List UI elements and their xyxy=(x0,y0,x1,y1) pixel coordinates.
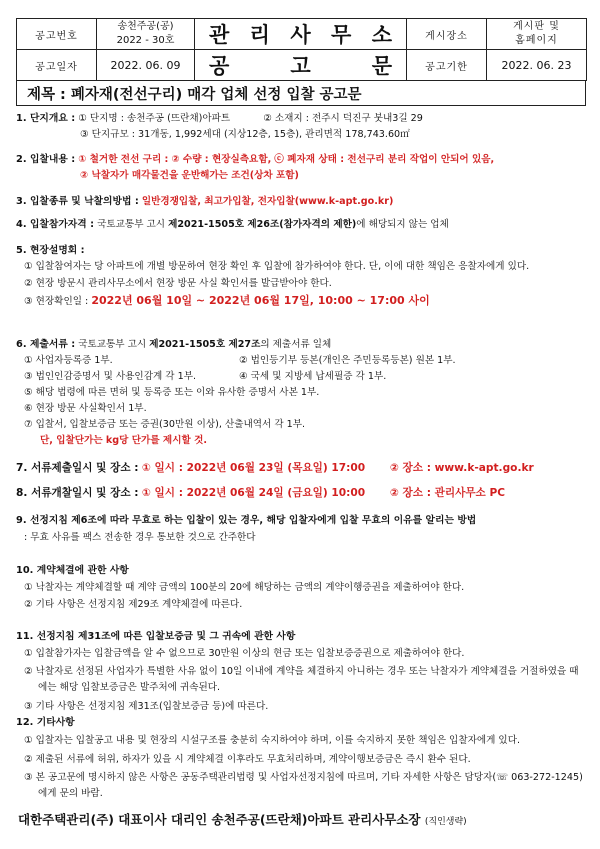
notice-document xyxy=(16,18,586,799)
submission-date: ① 일시 : 2022년 06월 23일 (목요일) 17:00 xyxy=(141,462,366,474)
document-title: 제목 : 폐자재(전선구리) 매각 업체 선정 입찰 공고문 xyxy=(16,81,586,106)
section-1-heading: 1. 단지개요 : xyxy=(16,113,76,124)
section-10-heading: 10. 계약체결에 관한 사항 xyxy=(16,565,129,576)
item-condition: ⓒ 폐자재 상태 : 전선구리 분리 작업이 안되어 있음, xyxy=(274,154,495,165)
unit-price-note: 단, 입찰단가는 kg당 단가를 제시할 것. xyxy=(40,435,207,446)
qualification-rule: 제2021-1505호 제26조(참가자격의 제한) xyxy=(168,219,357,230)
deadline-date: 2022. 06. 23 xyxy=(487,50,587,81)
section-7 xyxy=(16,462,586,475)
post-place: 게시판 및 홈페이지 xyxy=(487,19,587,50)
section-11 xyxy=(16,630,586,713)
section-4 xyxy=(16,218,586,231)
section-3-heading: 3. 입찰종류 및 낙찰의방법 : xyxy=(16,196,139,207)
section-8-heading: 8. 서류개찰일시 및 장소 : xyxy=(16,487,139,499)
date-label: 공고일자 xyxy=(17,50,97,81)
deposit-other: ③ 기타 사항은 선정지침 제31조(입찰보증금 등)에 따른다. xyxy=(24,701,269,712)
signature-line xyxy=(18,810,467,828)
site-visit-note: ① 입찰참여자는 당 아파트에 개별 방문하여 현장 확인 후 입찰에 참가하여야 한다. 단, 이에 대한 책임은 응찰자에게 있다. xyxy=(24,261,530,272)
bid-method: 일반경쟁입찰, 최고가입찰, 전자입찰(www.k-apt.go.kr) xyxy=(141,196,394,207)
section-10 xyxy=(16,564,586,611)
docs-intro-rule: 제2021-1505호 제27조 xyxy=(149,339,261,350)
complex-name: ① 단지명 : 송천주공 (뜨란채)아파트 xyxy=(78,113,231,124)
section-3 xyxy=(16,195,586,208)
doc-item: ③ 법인인감증명서 및 사용인감계 각 1부. xyxy=(24,371,197,382)
section-11-heading: 11. 선정지침 제31조에 따른 입찰보증금 및 그 귀속에 관한 사항 xyxy=(16,631,296,642)
section-2 xyxy=(16,153,586,182)
site-visit-date: 2022년 06월 10일 ~ 2022년 06월 17일, 10:00 ~ 17:00 사이 xyxy=(91,294,430,307)
contract-other: ② 기타 사항은 선정지침 제29조 계약체결에 따른다. xyxy=(24,599,243,610)
section-12 xyxy=(16,716,586,802)
submission-place: ② 장소 : www.k-apt.go.kr xyxy=(389,462,534,474)
deposit-rule: ① 입찰참가자는 입찰금액을 알 수 없으므로 30만원 이상의 현금 또는 입찰보증증권으로 제출하여야 한다. xyxy=(24,648,465,659)
section-12-heading: 12. 기타사항 xyxy=(16,717,75,728)
doc-item: ⑦ 입찰서, 입찰보증금 또는 증권(30만원 이상), 산출내역서 각 1부. xyxy=(24,419,306,430)
notice-no: 송천주공(공) 2022 - 30호 xyxy=(97,19,195,50)
section-9-heading: 9. 선정지침 제6조에 따라 무효로 하는 입찰이 있는 경우, 해당 입찰자에게 입찰 무효의 이유를 알리는 방법 xyxy=(16,515,477,526)
deadline-label: 공고기한 xyxy=(407,50,487,81)
site-visit-date-label: ③ 현장확인일 : xyxy=(24,296,92,307)
misc-note-3: ③ 본 공고문에 명시하지 않은 사항은 공동주택관리법령 및 사업자선정지침에 따르며, 기타 자세한 사항은 담당자(☏ 063-272-1245)에게 문의 바람. xyxy=(24,772,583,799)
misc-note-1: ① 입찰자는 입찰공고 내용 및 현장의 시설구조를 충분히 숙지하여야 하며, 이를 숙지하지 못한 책임은 입찰자에게 있다. xyxy=(24,735,521,746)
section-4-heading: 4. 입찰참가자격 : xyxy=(16,219,95,230)
header-table xyxy=(16,18,587,81)
notice-date: 2022. 06. 09 xyxy=(97,50,195,81)
post-place-label: 게시장소 xyxy=(407,19,487,50)
invalid-bid-notice: : 무효 사유를 팩스 전송한 경우 통보한 것으로 간주한다 xyxy=(24,532,256,543)
complex-scale: ③ 단지규모 : 31개동, 1,992세대 (지상12층, 15층), 관리면적 178,743.60㎡ xyxy=(80,129,410,140)
section-6 xyxy=(16,338,586,447)
section-8 xyxy=(16,487,586,500)
section-2-heading: 2. 입찰내용 : xyxy=(16,154,76,165)
contract-guarantee: ① 낙찰자는 계약체결할 때 계약 금액의 100분의 20에 해당하는 금액의 계약이행증권을 제출하여야 한다. xyxy=(24,582,465,593)
section-5 xyxy=(16,244,586,308)
item-quantity: ② 수량 : 현장실측요함, xyxy=(171,154,272,165)
office-title: 관 리 사 무 소 xyxy=(195,19,407,50)
site-visit-certificate: ② 현장 방문시 관리사무소에서 현장 방문 사실 확인서를 발급받아야 한다. xyxy=(24,278,332,289)
opening-date: ① 일시 : 2022년 06월 24일 (금요일) 10:00 xyxy=(141,487,366,499)
issuer: 대한주택관리(주) 대표이사 대리인 송천주공(뜨란채)아파트 관리사무소장 xyxy=(18,812,421,827)
deposit-forfeit: ② 낙찰자로 선정된 사업자가 특별한 사유 없이 10일 이내에 계약을 체결하지 아니하는 경우 또는 낙찰자가 계약체결을 거절하였을 때에는 해당 입찰보증금은 발주처에 귀속된다. xyxy=(24,666,579,693)
doc-item: ④ 국세 및 지방세 납세필증 각 1부. xyxy=(239,371,387,382)
item-copper-wire: ① 철거한 전선 구리 : xyxy=(78,154,169,165)
docs-intro-pre: 국토교통부 고시 xyxy=(78,339,150,350)
opening-place: ② 장소 : 관리사무소 PC xyxy=(389,487,506,499)
misc-note-2: ② 제출된 서류에 허위, 하자가 있을 시 계약체결 이후라도 무효처리하며, 계약이행보증금은 즉시 환수 된다. xyxy=(24,754,471,765)
docs-intro-post: 의 제출서류 일체 xyxy=(260,339,332,350)
complex-address: ② 소재지 : 전주시 덕진구 붓내3길 29 xyxy=(263,113,423,124)
seal-note: (직인생략) xyxy=(424,817,467,827)
section-1 xyxy=(16,112,586,141)
notice-title: 공 고 문 xyxy=(195,50,407,81)
section-9 xyxy=(16,514,586,544)
doc-item: ⑥ 현장 방문 사실확인서 1부. xyxy=(24,403,147,414)
qualification-pre: 국토교통부 고시 xyxy=(97,219,169,230)
section-5-heading: 5. 현장설명회 : xyxy=(16,245,85,256)
notice-no-label: 공고번호 xyxy=(17,19,97,50)
section-7-heading: 7. 서류제출일시 및 장소 : xyxy=(16,462,139,474)
doc-item: ② 법인등기부 등본(개인은 주민등록등본) 원본 1부. xyxy=(239,355,456,366)
item-transport-condition: ② 낙찰자가 매각물건을 운반해가는 조건(상차 포함) xyxy=(80,170,299,181)
section-6-heading: 6. 제출서류 : xyxy=(16,339,76,350)
doc-item: ⑤ 해당 법령에 따른 면허 및 등록증 또는 이와 유사한 증명서 사본 1부. xyxy=(24,387,320,398)
doc-item: ① 사업자등록증 1부. xyxy=(24,355,113,366)
qualification-post: 에 해당되지 않는 업체 xyxy=(356,219,449,230)
